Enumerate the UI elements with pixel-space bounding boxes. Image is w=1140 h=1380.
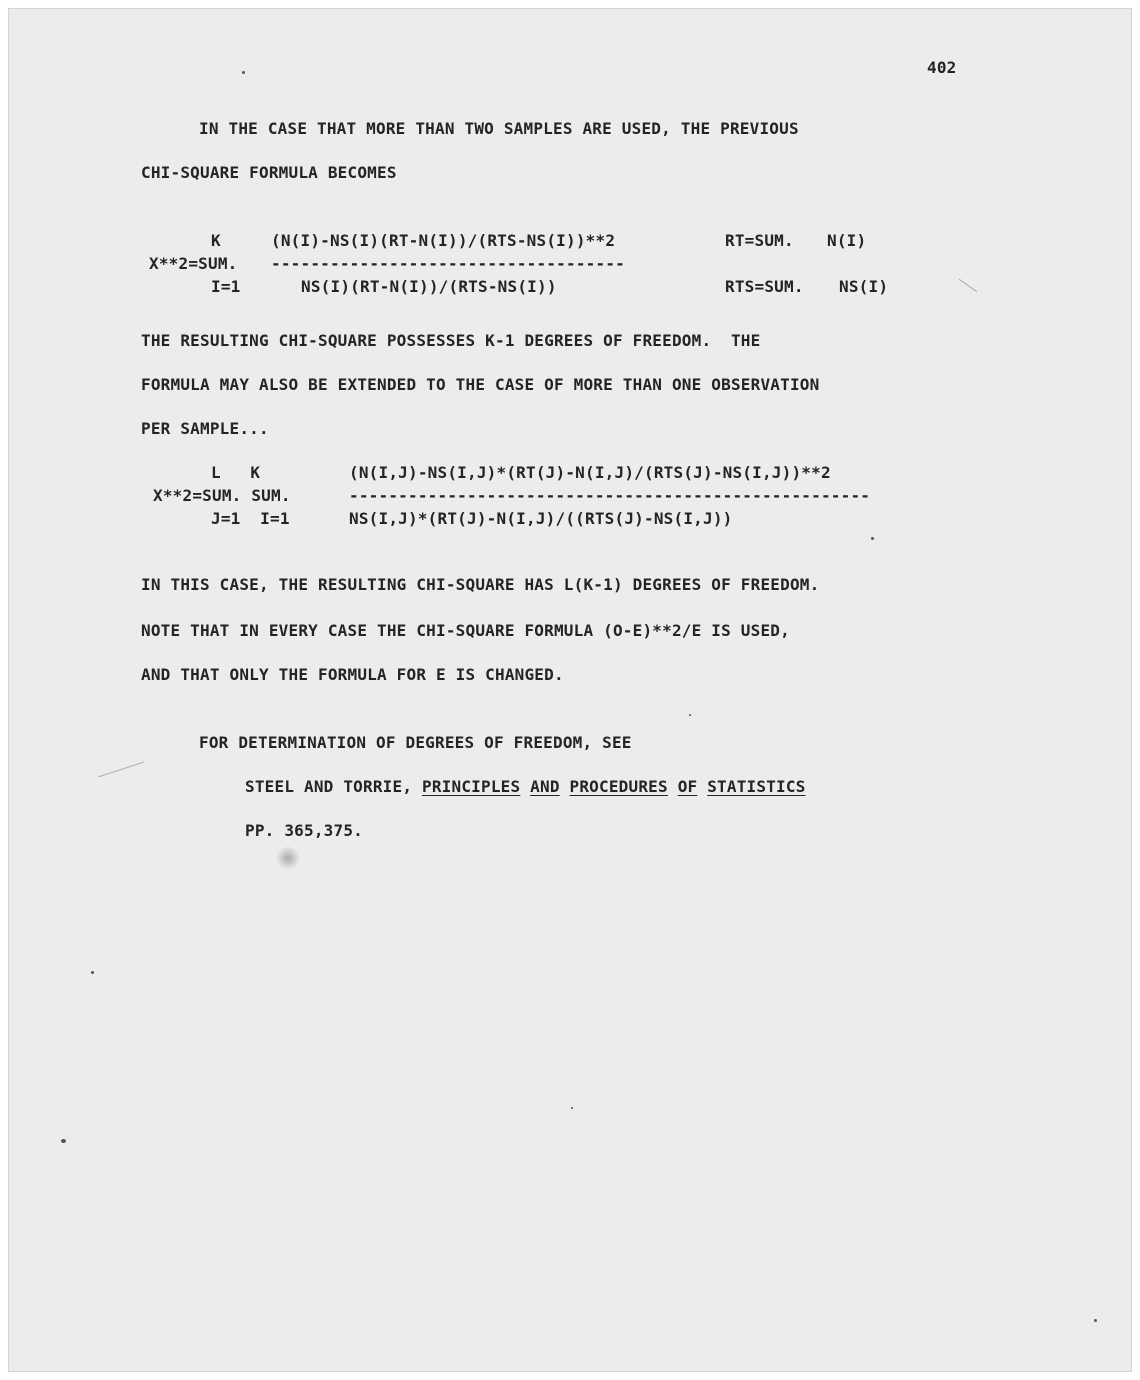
reference-citation (245, 777, 806, 797)
formula-1-def-rt-value: N(I) (827, 231, 867, 250)
scan-speck (871, 537, 874, 540)
scan-speck (61, 1139, 66, 1143)
scan-speck (571, 1107, 573, 1109)
formula-2-denominator: NS(I,J)*(RT(J)-N(I,J)/((RTS(J)-NS(I,J)) (349, 509, 733, 528)
formula-2-numerator: (N(I,J)-NS(I,J)*(RT(J)-N(I,J)/(RTS(J)-NS(I,J))**2 (349, 463, 831, 482)
formula-1-lower-limit: I=1 (211, 277, 241, 296)
formula-1-lhs: X**2=SUM. (149, 254, 238, 273)
scan-smudge (277, 847, 299, 869)
reference-title-word: STATISTICS (707, 777, 806, 796)
formula-1-numerator: (N(I)-NS(I)(RT-N(I))/(RTS-NS(I))**2 (271, 231, 616, 250)
paragraph-2-line-1: THE RESULTING CHI-SQUARE POSSESSES K-1 DEGREES OF FREEDOM. THE (141, 331, 761, 350)
reference-intro: FOR DETERMINATION OF DEGREES OF FREEDOM, SEE (199, 733, 632, 752)
formula-1-def-rts-name: RTS=SUM. (725, 277, 804, 296)
reference-title-word: PROCEDURES (569, 777, 668, 796)
scanned-page (8, 8, 1132, 1372)
reference-pages: PP. 365,375. (245, 821, 363, 840)
formula-2-upper-limits: L K (211, 463, 261, 482)
formula-1-fraction-bar: ------------------------------------ (271, 254, 625, 273)
scan-scratch (98, 762, 144, 778)
paragraph-3-line-1: IN THIS CASE, THE RESULTING CHI-SQUARE HAS L(K-1) DEGREES OF FREEDOM. (141, 575, 820, 594)
scan-speck (689, 714, 691, 716)
scan-speck (242, 71, 245, 74)
reference-title-word: AND (530, 777, 560, 796)
paragraph-3-line-3: AND THAT ONLY THE FORMULA FOR E IS CHANGED. (141, 665, 564, 684)
formula-1-def-rts-value: NS(I) (839, 277, 889, 296)
page-number: 402 (927, 58, 957, 77)
scan-scratch (959, 279, 978, 292)
paragraph-2-line-2: FORMULA MAY ALSO BE EXTENDED TO THE CASE OF MORE THAN ONE OBSERVATION (141, 375, 820, 394)
scan-speck (1094, 1319, 1097, 1322)
formula-1-denominator: NS(I)(RT-N(I))/(RTS-NS(I)) (301, 277, 557, 296)
reference-title-word: PRINCIPLES (422, 777, 521, 796)
formula-1-def-rt-name: RT=SUM. (725, 231, 794, 250)
formula-2-lower-limits: J=1 I=1 (211, 509, 290, 528)
formula-2-lhs: X**2=SUM. SUM. (153, 486, 291, 505)
paragraph-2-line-3: PER SAMPLE... (141, 419, 269, 438)
scan-speck (91, 971, 94, 974)
formula-1-upper-limit: K (211, 231, 221, 250)
paragraph-1-line-2: CHI-SQUARE FORMULA BECOMES (141, 163, 397, 182)
reference-authors: STEEL AND TORRIE, (245, 777, 422, 796)
paragraph-1-line-1: IN THE CASE THAT MORE THAN TWO SAMPLES ARE USED, THE PREVIOUS (199, 119, 799, 138)
paragraph-3-line-2: NOTE THAT IN EVERY CASE THE CHI-SQUARE FORMULA (O-E)**2/E IS USED, (141, 621, 790, 640)
formula-2-fraction-bar: ----------------------------------------------------- (349, 486, 871, 505)
reference-title-word: OF (677, 777, 698, 796)
